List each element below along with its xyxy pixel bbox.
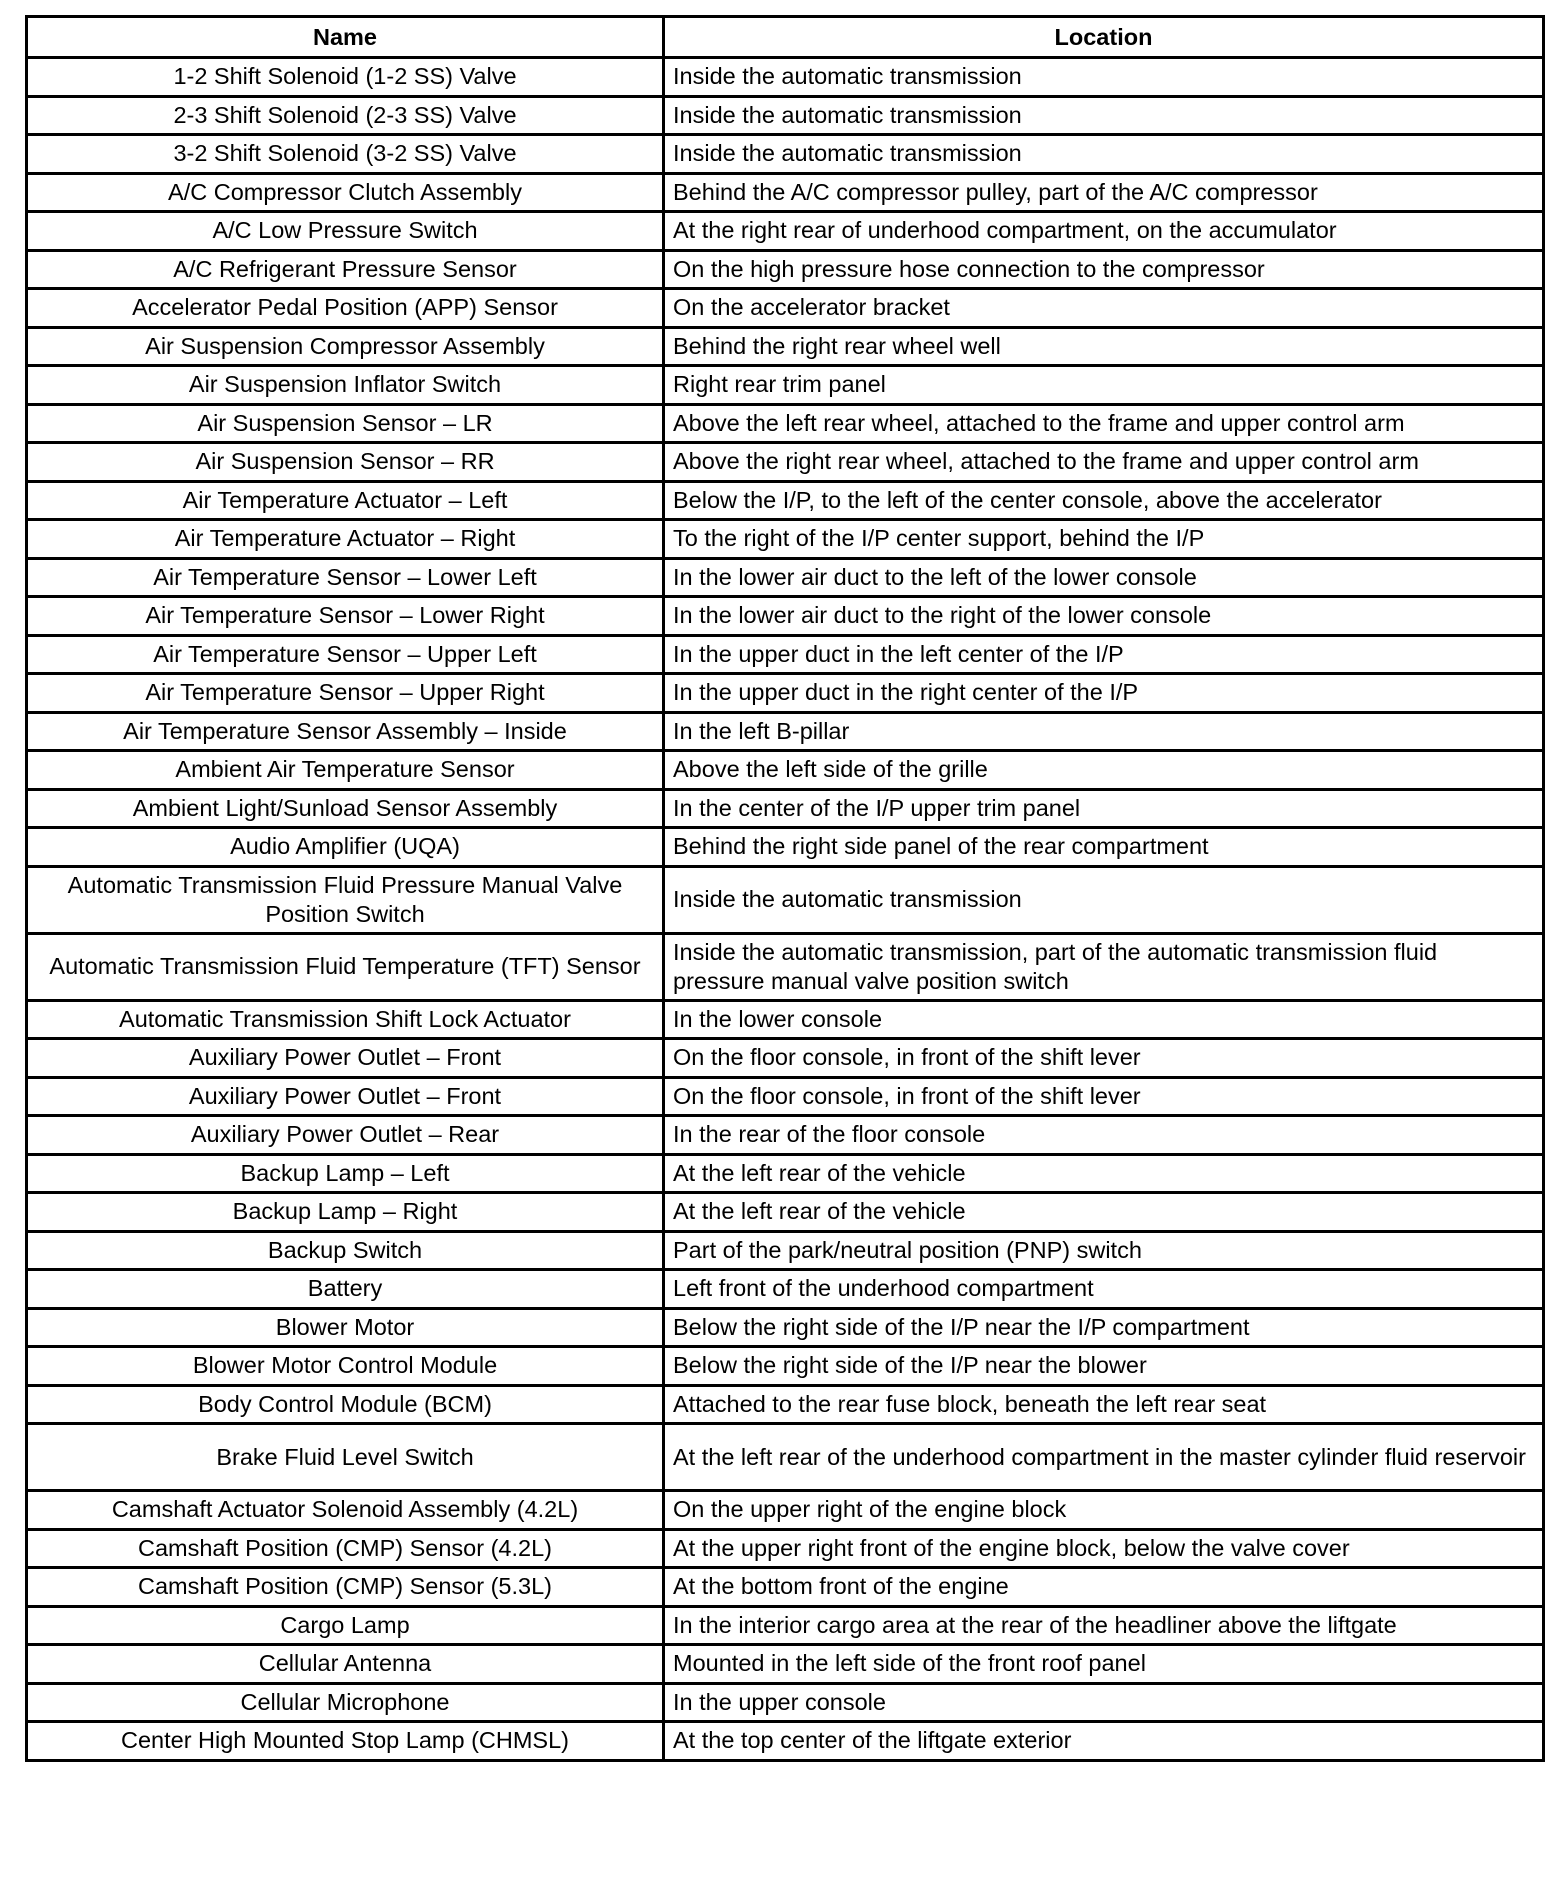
component-location-cell: In the lower console <box>664 1000 1544 1039</box>
component-name-cell: Ambient Air Temperature Sensor <box>27 751 664 790</box>
table-row <box>27 1193 1544 1232</box>
component-location-cell: On the upper right of the engine block <box>664 1491 1544 1530</box>
table-row <box>27 1385 1544 1424</box>
header-row <box>27 17 1544 58</box>
component-name-cell: Automatic Transmission Shift Lock Actuator <box>27 1000 664 1039</box>
component-name-cell: Auxiliary Power Outlet – Front <box>27 1077 664 1116</box>
table-row <box>27 327 1544 366</box>
table-row <box>27 712 1544 751</box>
component-name-cell: 1-2 Shift Solenoid (1-2 SS) Valve <box>27 58 664 97</box>
table-row <box>27 1645 1544 1684</box>
component-location-cell: On the floor console, in front of the shift lever <box>664 1039 1544 1078</box>
table-row <box>27 443 1544 482</box>
table-row <box>27 635 1544 674</box>
component-name-cell: Auxiliary Power Outlet – Rear <box>27 1116 664 1155</box>
component-name-cell: Air Suspension Sensor – RR <box>27 443 664 482</box>
component-location-cell: In the interior cargo area at the rear of the headliner above the liftgate <box>664 1606 1544 1645</box>
component-name-cell: Cargo Lamp <box>27 1606 664 1645</box>
component-name-cell: Camshaft Position (CMP) Sensor (4.2L) <box>27 1529 664 1568</box>
component-name-cell: Automatic Transmission Fluid Pressure Manual Valve Position Switch <box>27 866 664 933</box>
component-name-cell: Accelerator Pedal Position (APP) Sensor <box>27 289 664 328</box>
component-location-cell: On the accelerator bracket <box>664 289 1544 328</box>
table-row <box>27 1270 1544 1309</box>
table-row <box>27 1308 1544 1347</box>
table-row <box>27 96 1544 135</box>
component-location-table <box>25 15 1545 1762</box>
component-name-cell: A/C Refrigerant Pressure Sensor <box>27 250 664 289</box>
component-location-cell: On the floor console, in front of the shift lever <box>664 1077 1544 1116</box>
component-name-cell: Body Control Module (BCM) <box>27 1385 664 1424</box>
component-location-cell: Part of the park/neutral position (PNP) switch <box>664 1231 1544 1270</box>
component-location-cell: Below the I/P, to the left of the center console, above the accelerator <box>664 481 1544 520</box>
table-row <box>27 289 1544 328</box>
component-location-cell: At the upper right front of the engine block, below the valve cover <box>664 1529 1544 1568</box>
component-name-cell: Audio Amplifier (UQA) <box>27 828 664 867</box>
component-location-cell: Above the left rear wheel, attached to the frame and upper control arm <box>664 404 1544 443</box>
component-location-cell: Mounted in the left side of the front roof panel <box>664 1645 1544 1684</box>
table-row <box>27 1231 1544 1270</box>
component-location-cell: On the high pressure hose connection to the compressor <box>664 250 1544 289</box>
table-row <box>27 250 1544 289</box>
table-row <box>27 135 1544 174</box>
table-row <box>27 366 1544 405</box>
table-row <box>27 828 1544 867</box>
table-row <box>27 1347 1544 1386</box>
component-name-cell: Brake Fluid Level Switch <box>27 1424 664 1491</box>
component-location-cell: In the center of the I/P upper trim panel <box>664 789 1544 828</box>
component-location-cell: In the upper duct in the left center of the I/P <box>664 635 1544 674</box>
component-name-cell: Air Temperature Actuator – Left <box>27 481 664 520</box>
table-row <box>27 1116 1544 1155</box>
table-row <box>27 933 1544 1000</box>
component-location-cell: Inside the automatic transmission, part of the automatic transmission fluid pressure manual valve position switch <box>664 933 1544 1000</box>
name-column-header: Name <box>27 17 664 58</box>
component-name-cell: Camshaft Actuator Solenoid Assembly (4.2L) <box>27 1491 664 1530</box>
table-row <box>27 212 1544 251</box>
component-name-cell: Air Suspension Inflator Switch <box>27 366 664 405</box>
component-location-cell: At the left rear of the vehicle <box>664 1154 1544 1193</box>
component-name-cell: Air Temperature Sensor – Lower Right <box>27 597 664 636</box>
component-location-cell: Inside the automatic transmission <box>664 135 1544 174</box>
table-row <box>27 404 1544 443</box>
component-location-cell: Behind the right side panel of the rear compartment <box>664 828 1544 867</box>
component-location-cell: At the right rear of underhood compartment, on the accumulator <box>664 212 1544 251</box>
component-location-cell: At the left rear of the vehicle <box>664 1193 1544 1232</box>
table-row <box>27 481 1544 520</box>
table-row <box>27 1077 1544 1116</box>
component-location-cell: Below the right side of the I/P near the I/P compartment <box>664 1308 1544 1347</box>
component-location-cell: In the upper duct in the right center of the I/P <box>664 674 1544 713</box>
table-row <box>27 1000 1544 1039</box>
component-name-cell: Camshaft Position (CMP) Sensor (5.3L) <box>27 1568 664 1607</box>
table-row <box>27 1529 1544 1568</box>
table-row <box>27 866 1544 933</box>
component-name-cell: Air Temperature Sensor Assembly – Inside <box>27 712 664 751</box>
component-name-cell: Backup Lamp – Right <box>27 1193 664 1232</box>
table-row <box>27 1722 1544 1761</box>
table-row <box>27 1154 1544 1193</box>
component-name-cell: Automatic Transmission Fluid Temperature (TFT) Sensor <box>27 933 664 1000</box>
component-location-cell: In the lower air duct to the right of the lower console <box>664 597 1544 636</box>
component-location-cell: Left front of the underhood compartment <box>664 1270 1544 1309</box>
table-row <box>27 1039 1544 1078</box>
component-name-cell: Auxiliary Power Outlet – Front <box>27 1039 664 1078</box>
component-name-cell: 3-2 Shift Solenoid (3-2 SS) Valve <box>27 135 664 174</box>
component-location-cell: Inside the automatic transmission <box>664 58 1544 97</box>
component-location-cell: In the left B-pillar <box>664 712 1544 751</box>
component-name-cell: Air Suspension Compressor Assembly <box>27 327 664 366</box>
component-name-cell: Blower Motor Control Module <box>27 1347 664 1386</box>
component-location-cell: At the bottom front of the engine <box>664 1568 1544 1607</box>
component-location-cell: Right rear trim panel <box>664 366 1544 405</box>
component-name-cell: Air Temperature Sensor – Lower Left <box>27 558 664 597</box>
table-row <box>27 520 1544 559</box>
component-name-cell: Ambient Light/Sunload Sensor Assembly <box>27 789 664 828</box>
table-row <box>27 751 1544 790</box>
component-location-cell: Below the right side of the I/P near the blower <box>664 1347 1544 1386</box>
table-row <box>27 1568 1544 1607</box>
component-location-cell: To the right of the I/P center support, behind the I/P <box>664 520 1544 559</box>
table-row <box>27 597 1544 636</box>
table-row <box>27 674 1544 713</box>
table-row <box>27 1424 1544 1491</box>
component-location-cell: In the lower air duct to the left of the lower console <box>664 558 1544 597</box>
component-location-cell: Above the left side of the grille <box>664 751 1544 790</box>
component-name-cell: A/C Compressor Clutch Assembly <box>27 173 664 212</box>
component-name-cell: Air Temperature Sensor – Upper Left <box>27 635 664 674</box>
component-location-cell: In the rear of the floor console <box>664 1116 1544 1155</box>
table-row <box>27 558 1544 597</box>
component-location-cell: Inside the automatic transmission <box>664 96 1544 135</box>
table-body <box>27 58 1544 1761</box>
component-name-cell: A/C Low Pressure Switch <box>27 212 664 251</box>
component-location-cell: At the top center of the liftgate exterior <box>664 1722 1544 1761</box>
component-name-cell: Cellular Microphone <box>27 1683 664 1722</box>
component-location-cell: Above the right rear wheel, attached to the frame and upper control arm <box>664 443 1544 482</box>
component-name-cell: Cellular Antenna <box>27 1645 664 1684</box>
table-row <box>27 1491 1544 1530</box>
component-name-cell: Blower Motor <box>27 1308 664 1347</box>
table-row <box>27 1683 1544 1722</box>
component-name-cell: Center High Mounted Stop Lamp (CHMSL) <box>27 1722 664 1761</box>
table-row <box>27 173 1544 212</box>
component-location-cell: Inside the automatic transmission <box>664 866 1544 933</box>
table-row <box>27 1606 1544 1645</box>
component-location-cell: Behind the A/C compressor pulley, part of the A/C compressor <box>664 173 1544 212</box>
table-row <box>27 789 1544 828</box>
component-name-cell: Battery <box>27 1270 664 1309</box>
component-name-cell: Backup Lamp – Left <box>27 1154 664 1193</box>
component-location-cell: At the left rear of the underhood compartment in the master cylinder fluid reservoir <box>664 1424 1544 1491</box>
location-column-header: Location <box>664 17 1544 58</box>
component-name-cell: Air Temperature Actuator – Right <box>27 520 664 559</box>
table-row <box>27 58 1544 97</box>
component-name-cell: Backup Switch <box>27 1231 664 1270</box>
component-name-cell: Air Temperature Sensor – Upper Right <box>27 674 664 713</box>
component-location-cell: In the upper console <box>664 1683 1544 1722</box>
component-name-cell: 2-3 Shift Solenoid (2-3 SS) Valve <box>27 96 664 135</box>
component-location-cell: Behind the right rear wheel well <box>664 327 1544 366</box>
component-name-cell: Air Suspension Sensor – LR <box>27 404 664 443</box>
component-location-cell: Attached to the rear fuse block, beneath the left rear seat <box>664 1385 1544 1424</box>
